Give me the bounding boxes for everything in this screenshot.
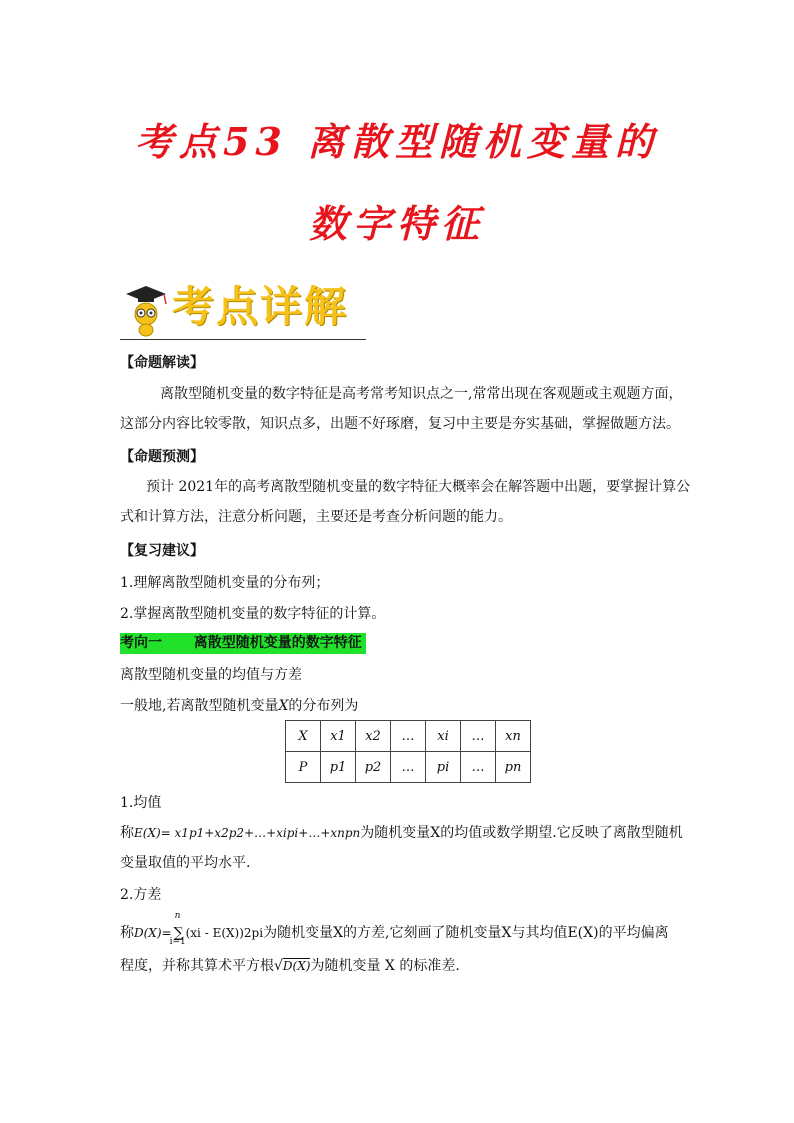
direction-label: 考向一 bbox=[120, 635, 162, 651]
table-row bbox=[286, 752, 531, 783]
section-title: 考点详解 bbox=[172, 282, 349, 331]
table-cell: pi bbox=[426, 752, 461, 783]
table-cell: xi bbox=[426, 721, 461, 752]
mean-definition: 称E(X)= x1p1+x2p2+…+xipi+…+xnpn为随机变量X的均值或数学期望.它反映了离散型随机 bbox=[120, 825, 683, 841]
section-header bbox=[120, 282, 366, 340]
variance-definition: 称D(X)= n ∑ i=1 (xi - E(X))2pi为随机变量X的方差,它刻画了随机变量X与其均值E(X)的平均偏离 bbox=[120, 911, 669, 947]
page-title-line1: 考点53 离散型随机变量的 bbox=[134, 119, 660, 164]
para-mingti-yuce: 预计 2021年的高考离散型随机变量的数字特征大概率会在解答题中出题，要掌握计算公式和计算方法，注意分析问题，主要还是考查分析问题的能力。 bbox=[120, 479, 691, 525]
mean-heading: 1.均值 bbox=[120, 795, 162, 811]
list-item: 1.理解离散型随机变量的分布列； bbox=[120, 575, 330, 591]
table-cell: … bbox=[391, 752, 426, 783]
body-intro: 一般地,若离散型随机变量X的分布列为 bbox=[120, 698, 359, 714]
table-cell: x1 bbox=[321, 721, 356, 752]
sum-symbol: n ∑ i=1 bbox=[169, 911, 186, 947]
table-cell: … bbox=[461, 752, 496, 783]
sqrt-symbol: √D(X) bbox=[274, 958, 311, 974]
label-mingti-jiedu: 【命题解读】 bbox=[120, 355, 204, 371]
variance-definition-line2: 程度，并称其算术平方根√D(X)为随机变量 X 的标准差. bbox=[120, 958, 460, 974]
table-cell: p1 bbox=[321, 752, 356, 783]
variance-heading: 2.方差 bbox=[120, 887, 162, 903]
page-title-line2: 数字特征 bbox=[308, 201, 485, 246]
body-subtitle: 离散型随机变量的均值与方差 bbox=[120, 667, 302, 683]
label-fuxi-jianyi: 【复习建议】 bbox=[120, 543, 204, 559]
list-item: 2.掌握离散型随机变量的数字特征的计算。 bbox=[120, 606, 386, 622]
table-cell: … bbox=[461, 721, 496, 752]
table-cell: p2 bbox=[356, 752, 391, 783]
scholar-mascot-icon bbox=[120, 284, 170, 338]
label-mingti-yuce: 【命题预测】 bbox=[120, 449, 204, 465]
table-cell: xn bbox=[496, 721, 531, 752]
variance-formula: (xi - E(X))2pi bbox=[185, 926, 264, 940]
table-cell: X bbox=[286, 721, 321, 752]
table-cell: pn bbox=[496, 752, 531, 783]
table-cell: P bbox=[286, 752, 321, 783]
distribution-table bbox=[285, 720, 531, 783]
table-row bbox=[286, 721, 531, 752]
mean-formula: E(X)= x1p1+x2p2+…+xipi+…+xnpn bbox=[134, 826, 361, 840]
section-divider bbox=[120, 339, 366, 340]
direction-heading bbox=[120, 633, 366, 654]
para-mingti-jiedu: 离散型随机变量的数字特征是高考常考知识点之一,常常出现在客观题或主观题方面，这部分内容比较零散，知识点多，出题不好琢磨，复习中主要是夯实基础，掌握做题方法。 bbox=[120, 386, 683, 432]
table-cell: … bbox=[391, 721, 426, 752]
mean-definition-line2: 变量取值的平均水平. bbox=[120, 855, 251, 871]
direction-title: 离散型随机变量的数字特征 bbox=[193, 635, 362, 651]
table-cell: x2 bbox=[356, 721, 391, 752]
